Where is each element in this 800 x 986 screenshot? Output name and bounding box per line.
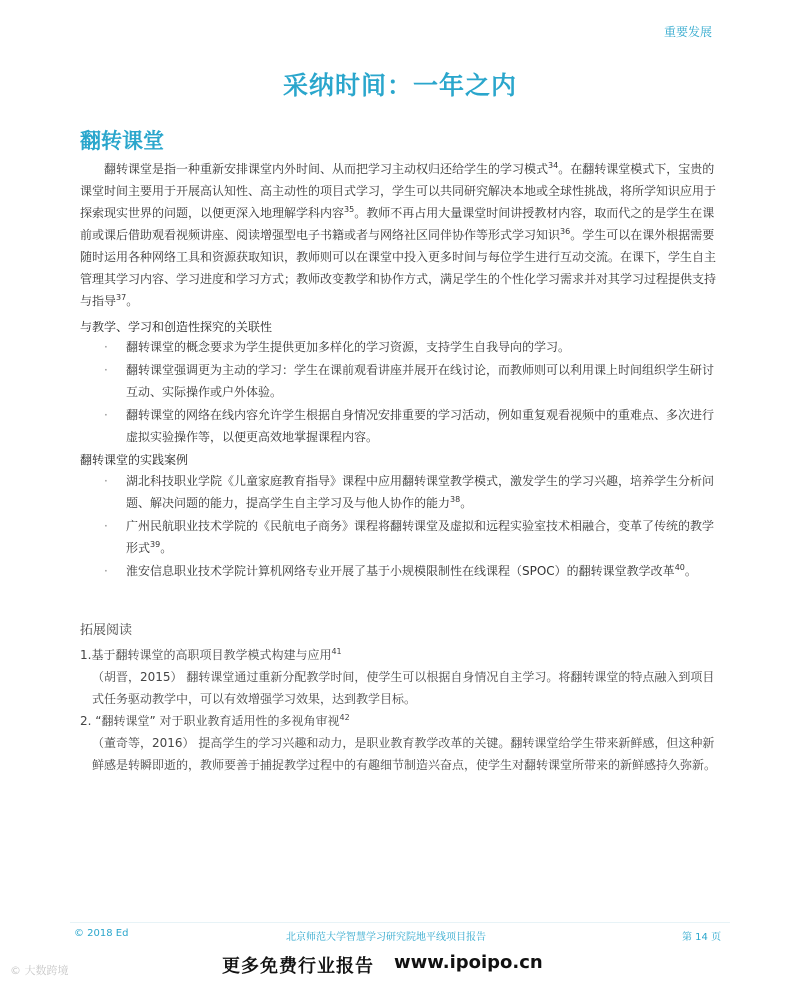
promo-text: 更多免费行业报告	[222, 956, 374, 977]
list-item	[100, 470, 720, 514]
list-item-end: 。	[460, 496, 473, 510]
footnote-ref: 40	[674, 563, 685, 572]
relevance-list	[100, 336, 720, 449]
footer-copyright: © 2018 Ed	[74, 928, 129, 939]
footnote-ref: 34	[548, 161, 559, 170]
header-tag: 重要发展	[663, 25, 712, 39]
footnote-ref: 42	[339, 713, 350, 722]
bullet-icon: ·	[104, 363, 108, 377]
section-heading: 翻转课堂	[80, 129, 164, 153]
list-item	[100, 359, 720, 403]
further-reading	[80, 620, 720, 776]
list-item-text: 翻转课堂强调更为主动的学习：学生在课前观看讲座并展开在线讨论，而教师则可以利用课上时间组织学生研讨互动、实际操作或户外体验。	[126, 363, 715, 399]
reading-body: （胡晋，2015） 翻转课堂通过重新分配教学时间，使学生可以根据自身情况自主学习。将翻转课堂的特点融入到项目式任务驱动教学中，可以有效增强学习效果，达到教学目标。	[92, 670, 715, 706]
reading-title-text: 2. “翻转课堂” 对于职业教育适用性的多视角审视	[80, 714, 340, 728]
footer-divider	[70, 922, 730, 923]
list-item	[100, 515, 720, 559]
intro-text-1: 翻转课堂是指一种重新安排课堂内外时间、从而把学习主动权归还给学生的学习模式	[104, 162, 549, 176]
reading-body: （董奇等，2016） 提高学生的学习兴趣和动力，是职业教育教学改革的关键。翻转课堂给学生带来新鲜感，但这种新鲜感是转瞬即逝的，教师要善于捕捉教学过程中的有趣细节制造兴奋点，使学生对翻转课堂所带来的新鲜感持久弥新。	[92, 736, 717, 772]
footnote-ref: 38	[450, 495, 461, 504]
list-item-text: 翻转课堂的概念要求为学生提供更加多样化的学习资源，支持学生自我导向的学习。	[126, 340, 571, 354]
footnote-ref: 37	[116, 293, 127, 302]
list-item-text: 广州民航职业技术学院的《民航电子商务》课程将翻转课堂及虚拟和远程实验室技术相融合，变革了传统的教学形式	[126, 519, 715, 555]
footnote-ref: 36	[560, 227, 571, 236]
reading-title-text: 1.基于翻转课堂的高职项目教学模式构建与应用	[80, 648, 332, 662]
intro-paragraph	[80, 158, 718, 312]
bullet-icon: ·	[104, 408, 108, 422]
watermark: © 大数跨境	[10, 964, 69, 977]
list-item-text: 翻转课堂的网络在线内容允许学生根据自身情况安排重要的学习活动，例如重复观看视频中的重难点、多次进行虚拟实验操作等，以便更高效地掌握课程内容。	[126, 408, 715, 444]
list-item-end: 。	[684, 564, 697, 578]
cases-list	[100, 470, 720, 583]
promo-link[interactable]: www.ipoipo.cn	[394, 952, 543, 973]
list-item	[100, 404, 720, 448]
bullet-icon: ·	[104, 519, 108, 533]
intro-text-5: 。	[126, 294, 139, 308]
further-reading-heading: 拓展阅读	[80, 623, 133, 638]
reading-title	[80, 710, 720, 732]
cases-heading: 翻转课堂的实践案例	[80, 453, 189, 467]
list-item-end: 。	[160, 541, 173, 555]
intro-text-3: 。教师不再占用大量课堂时间讲授教材内容，取而代之的是学生在课前或课后借助观看视频讲座、阅读增强型电子书籍或者与网络社区同伴协作等形式学习知识	[80, 206, 715, 242]
list-item-text: 淮安信息职业技术学院计算机网络专业开展了基于小规模限制性在线课程（SPOC）的翻转课堂教学改革	[126, 564, 675, 578]
reading-title	[80, 644, 720, 666]
list-item	[100, 336, 720, 358]
relevance-heading: 与教学、学习和创造性探究的关联性	[80, 320, 273, 334]
intro-text-2: 。在翻转课堂模式下，宝贵的课堂时间主要用于开展高认知性、高主动性的项目式学习，学生可以共同研究解决本地或全球性挑战，将所学知识应用于探索现实世界的问题，以便更深入地理解学科内容	[80, 162, 717, 220]
page-title: 采纳时间：一年之内	[282, 71, 517, 100]
intro-text-4: 。学生可以在课外根据需要随时运用各种网络工具和资源获取知识，教师则可以在课堂中投入更多时间与每位学生进行互动交流。在课下，学生自主管理其学习内容、学习进度和学习方式；教师改变教学和协作方式，满足学生的个性化学习需求并对其学习过程提供支持与指导	[80, 228, 717, 308]
bullet-icon: ·	[104, 474, 108, 488]
list-item	[100, 560, 720, 582]
bullet-icon: ·	[104, 340, 108, 354]
footer-page-number: 第 14 页	[682, 932, 722, 943]
list-item-text: 湖北科技职业学院《儿童家庭教育指导》课程中应用翻转课堂教学模式，激发学生的学习兴趣，培养学生分析问题、解决问题的能力，提高学生自主学习及与他人协作的能力	[126, 474, 715, 510]
footer-report-title: 北京师范大学智慧学习研究院地平线项目报告	[286, 932, 486, 943]
footnote-ref: 39	[150, 540, 161, 549]
footnote-ref: 41	[331, 647, 342, 656]
footnote-ref: 35	[344, 205, 355, 214]
bullet-icon: ·	[104, 564, 108, 578]
